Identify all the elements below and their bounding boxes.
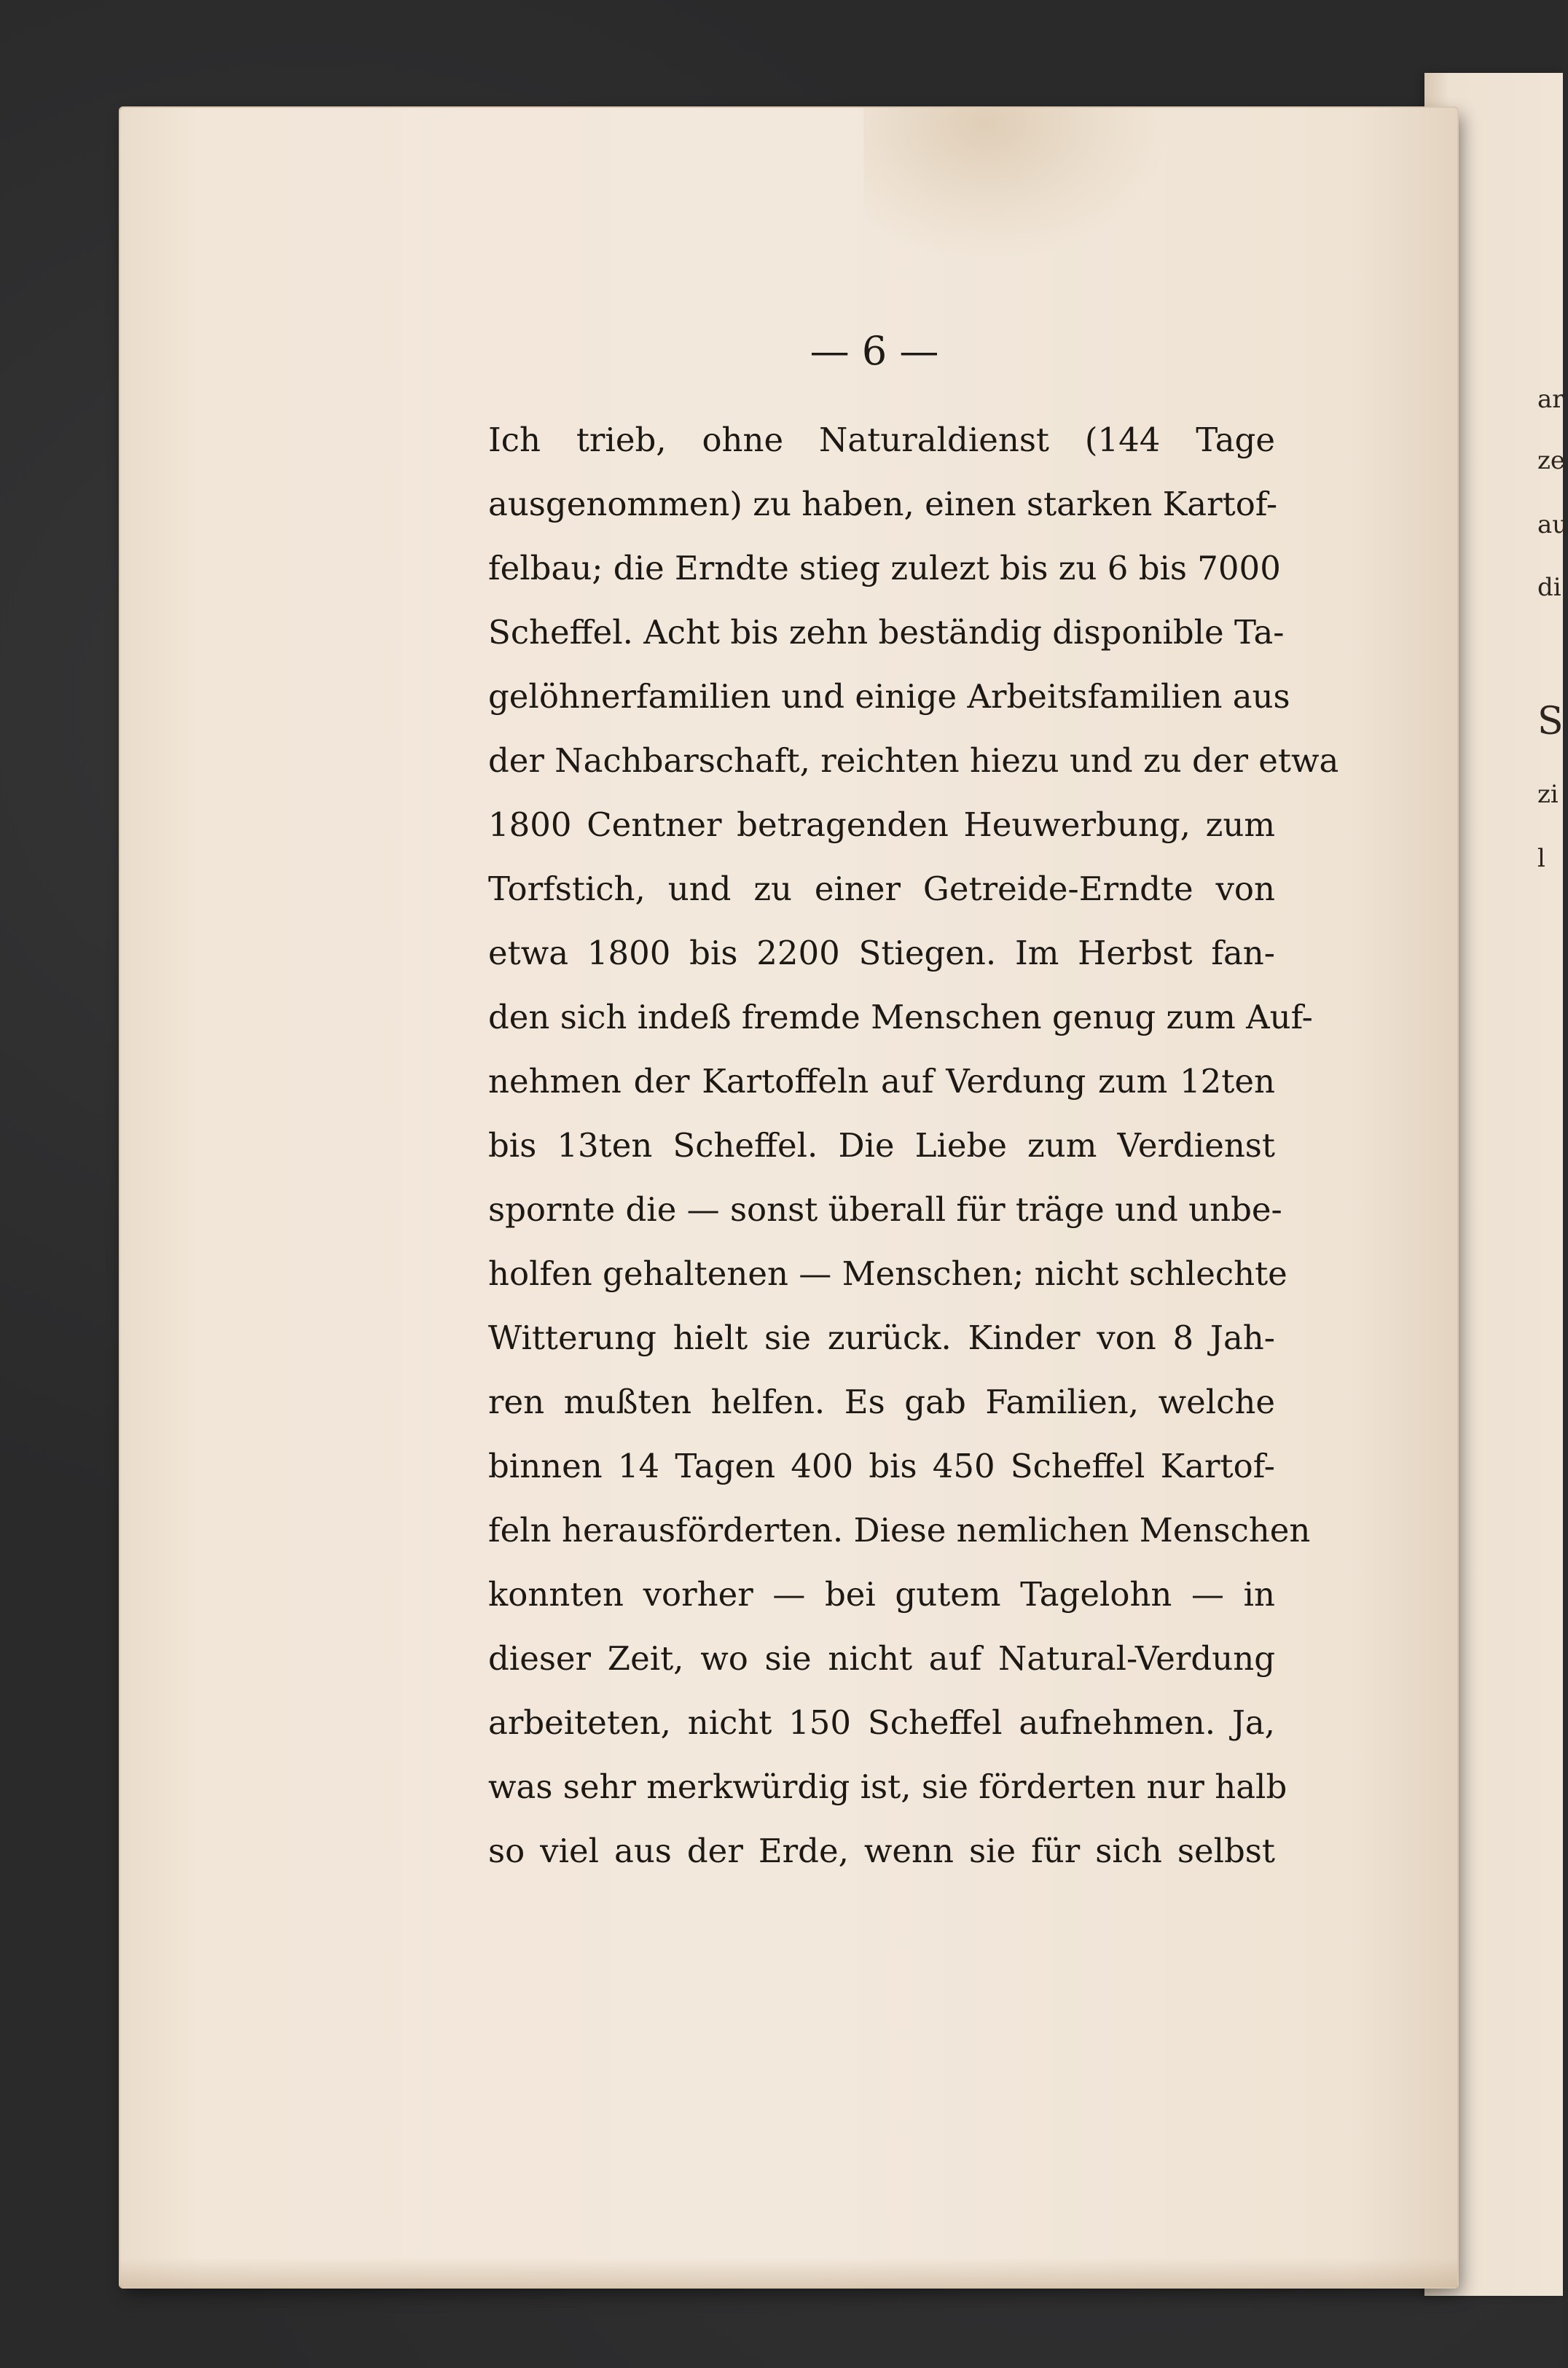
text-line: der Nachbarschaft, reichten hiezu und zu der etwa <box>488 741 1339 780</box>
text-line: etwa 1800 bis 2200 Stiegen. Im Herbst fan- <box>488 934 1275 972</box>
next-page-fragment: l <box>1537 844 1545 873</box>
water-stain <box>863 108 1169 261</box>
text-line: gelöhnerfamilien und einige Arbeitsfamilien aus <box>488 677 1290 716</box>
text-line: den sich indeß fremde Menschen genug zum Auf- <box>488 998 1313 1036</box>
next-page-fragment: di <box>1537 573 1561 602</box>
text-line: 1800 Centner betragenden Heuwerbung, zum <box>488 805 1275 844</box>
text-line: arbeiteten, nicht 150 Scheffel aufnehmen. Ja, <box>488 1703 1275 1742</box>
page-body-text <box>488 408 1339 1883</box>
text-line: so viel aus der Erde, wenn sie für sich selbst <box>488 1832 1275 1870</box>
text-line: spornte die — sonst überall für träge und unbe- <box>488 1190 1282 1229</box>
text-line: was sehr merkwürdig ist, sie förderten nur halb <box>488 1767 1287 1806</box>
text-line: dieser Zeit, wo sie nicht auf Natural-Verdung <box>488 1639 1275 1678</box>
next-page-fragment: ar <box>1537 385 1564 414</box>
text-line: Scheffel. Acht bis zehn beständig disponible Ta- <box>488 613 1285 652</box>
text-line: Witterung hielt sie zurück. Kinder von 8 Jah- <box>488 1318 1275 1357</box>
text-line: feln herausförderten. Diese nemlichen Menschen <box>488 1511 1311 1550</box>
text-line: Torfstich, und zu einer Getreide-Erndte von <box>488 870 1275 908</box>
text-line: bis 13ten Scheffel. Die Liebe zum Verdienst <box>488 1126 1275 1165</box>
next-page-fragment: zi <box>1537 780 1559 809</box>
page-number: — 6 — <box>810 328 939 374</box>
text-line: ausgenommen) zu haben, einen starken Kartof- <box>488 485 1278 523</box>
next-page-fragment: ze <box>1537 446 1566 475</box>
next-page-fragment: au <box>1537 510 1568 539</box>
page-edge-shadow <box>120 2258 1457 2287</box>
text-line: binnen 14 Tagen 400 bis 450 Scheffel Kartof- <box>488 1447 1275 1485</box>
text-line: felbau; die Erndte stieg zulezt bis zu 6 bis 7000 <box>488 549 1281 587</box>
text-line: holfen gehaltenen — Menschen; nicht schlechte <box>488 1254 1287 1293</box>
text-line: nehmen der Kartoffeln auf Verdung zum 12ten <box>488 1062 1275 1101</box>
next-page-fragment: S <box>1537 700 1564 743</box>
text-line: Ich trieb, ohne Naturaldienst (144 Tage <box>488 421 1275 459</box>
text-line: ren mußten helfen. Es gab Familien, welche <box>488 1383 1275 1421</box>
text-line: konnten vorher — bei gutem Tagelohn — in <box>488 1575 1275 1614</box>
